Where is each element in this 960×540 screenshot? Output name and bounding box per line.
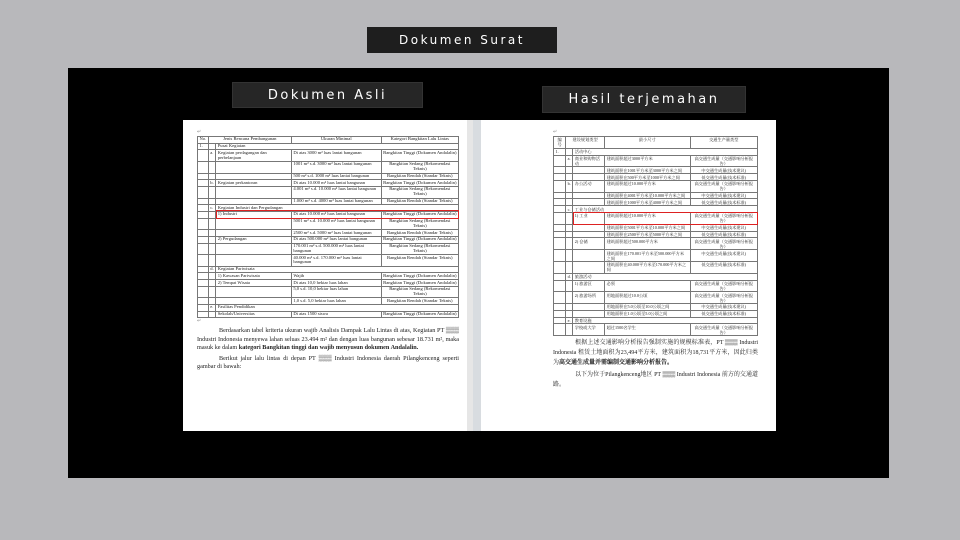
cell-j: Pusat Kegiatan [216, 143, 459, 150]
table-row [554, 224, 758, 231]
cell-u: 建筑面积在1001平方米至3000平方米之间 [605, 167, 690, 174]
cell-j: 商业和购物活动 [573, 155, 605, 167]
cell-s [208, 273, 215, 280]
cell-n [198, 298, 209, 305]
cell-n [198, 186, 209, 198]
cell-s [208, 230, 215, 237]
translation-result-label: Hasil terjemahan [542, 86, 746, 113]
table-row [554, 261, 758, 273]
cell-s [566, 304, 573, 311]
cell-k: 高交通生成量（交通影响分析报告） [690, 155, 757, 167]
cell-s [566, 261, 573, 273]
cell-j: Sekolah/Universitas [216, 311, 292, 318]
original-document-label: Dokumen Asli [232, 82, 423, 108]
cell-s: a. [208, 150, 215, 162]
cell-s [208, 236, 215, 243]
cell-n [554, 224, 566, 231]
section-row [554, 206, 758, 213]
paragraph-2: Berikut jalur lalu lintas di depan PT ▒▒▒ Industri Indonesia daerah Pilangkenceng seperti gambar di bawah: [197, 354, 459, 371]
cell-n [554, 192, 566, 199]
cell-u: Di atas 10,0 hektar luas lahan [291, 280, 381, 287]
cell-u: Di atas 3000 m² luas lantai bangunan [291, 150, 381, 162]
cell-s [208, 161, 215, 173]
table-row [554, 280, 758, 292]
cell-j: Fasilitas Pendidikan [216, 305, 459, 312]
cell-k: 低交通生成量(技术标准) [690, 231, 757, 238]
cell-k: 中交通生成量(技术建议) [690, 304, 757, 311]
table-row [198, 186, 459, 198]
paragraph-mark: ↵ [197, 319, 202, 325]
cell-j: 办公活动 [573, 180, 605, 192]
cell-s [566, 192, 573, 199]
cell-u: 1001 m² s.d. 3000 m² luas lantai bangunan [291, 161, 381, 173]
cell-j: 1) 旅游区 [573, 280, 605, 292]
cell-j [216, 161, 292, 173]
cell-k: 低交通生成量(技术标准) [690, 174, 757, 181]
cell-s [208, 243, 215, 255]
cell-n [198, 198, 209, 205]
cell-n [554, 250, 566, 262]
cell-u: 5,0 s.d. 10,0 hektar luas lahan [291, 286, 381, 298]
cell-u: Di atas 500.000 m² luas lantai bangunan [291, 236, 381, 243]
cell-k: Bangkitan Sedang (Rekomendasi Teknis) [381, 218, 458, 230]
cell-n [198, 266, 209, 273]
table-row [554, 292, 758, 304]
table-row [554, 324, 758, 336]
table-row [198, 198, 459, 205]
cell-n [554, 231, 566, 238]
cell-n [554, 199, 566, 206]
cell-k: 高交通生成量（交通影响分析报告） [690, 180, 757, 192]
cell-u: 建筑面积在40.000平方米至170.000平方米之间 [605, 261, 690, 273]
col-kategori: 交通生产量类型 [690, 137, 757, 149]
cell-j: 2) 仓储 [573, 238, 605, 250]
cell-s [566, 148, 573, 155]
cell-j [216, 243, 292, 255]
cell-s [566, 213, 573, 225]
cell-n [554, 261, 566, 273]
cell-n [554, 213, 566, 225]
cell-s [566, 174, 573, 181]
table-row [198, 286, 459, 298]
col-jenis: Jenis Rencana Pembangunan [208, 137, 291, 144]
cell-u: 建筑面积在1000平方米至4000平方米之间 [605, 199, 690, 206]
cell-n [554, 238, 566, 250]
cell-j [573, 304, 605, 311]
cell-s: e. [208, 305, 215, 312]
cell-u: 建筑面积在170.001平方米至500.000平方米之间 [605, 250, 690, 262]
cell-n [554, 317, 566, 324]
cell-u: 建筑面积超过500.000平方米 [605, 238, 690, 250]
cell-s [566, 167, 573, 174]
cell-j [573, 310, 605, 317]
cell-k: Bangkitan Tinggi (Dokumen Andalalin) [383, 211, 457, 217]
section-row [554, 148, 758, 155]
table-row [198, 218, 459, 230]
cell-k: Bangkitan Tinggi (Dokumen Andalalin) [383, 272, 457, 278]
cell-s [208, 280, 215, 287]
cell-n [198, 180, 209, 187]
cell-n [554, 324, 566, 336]
cell-k: 低交通生成量(技术标准) [690, 310, 757, 317]
table-row [198, 161, 459, 173]
table-row [198, 311, 459, 318]
cell-u: 用地面积在1.0公顷至5.0公顷之间 [605, 310, 690, 317]
cell-s: d. [210, 266, 214, 272]
original-document-image [183, 120, 473, 431]
cell-j: Kegiatan perkantoran [216, 180, 292, 187]
cell-k: Bangkitan Tinggi (Dokumen Andalalin) [381, 150, 458, 162]
table-row [198, 243, 459, 255]
cell-u: 建筑面积在4001平方米至10.000平方米之间 [605, 192, 690, 199]
cell-n [198, 243, 209, 255]
paragraph-1: Berdasarkan tabel kriteria ukuran wajib Analisis Dampak Lalu Lintas di atas, Kegiatan PT ▒▒▒ Industri Indonesia menyewa lahan seluas 23.494 m² dan dengan luas bangunan sebesar 18.731 m², maka masuk ke dalam kategori Bangkitan tinggi dan wajib menyusun dokumen Andalalin. [197, 327, 459, 352]
table-row [554, 199, 758, 206]
cell-k: 中交通生成量(技术建议) [690, 224, 757, 231]
cell-s [208, 311, 215, 318]
cell-u: 建筑面积在5001平方米至10.000平方米之间 [605, 224, 690, 231]
cell-j: Kegiatan Pariwisata [216, 266, 459, 273]
col-jenis: 建设规划类型 [566, 137, 605, 149]
cell-j [573, 167, 605, 174]
cell-s: c. [566, 206, 573, 213]
cell-n [198, 305, 209, 312]
cell-u: 4.001 m² s.d. 10.000 m² luas lantai bangunan [291, 186, 381, 198]
table-row [198, 273, 459, 280]
cell-u: 建筑面积超过10.000平方米 [605, 213, 690, 225]
cell-s [566, 310, 573, 317]
cell-u: 超过1500名学生 [605, 324, 690, 336]
cell-j: 2) Tempat Wisata [216, 280, 292, 287]
cell-j: 1) Kawasan Pariwisata [216, 273, 292, 280]
cell-s [566, 292, 573, 304]
cell-s [208, 211, 215, 218]
cell-s [566, 250, 573, 262]
table-row [554, 180, 758, 192]
cell-s: a. [566, 155, 573, 167]
cell-j: 1) Industri [216, 211, 292, 218]
table-row [554, 167, 758, 174]
cell-n [554, 304, 566, 311]
cell-j: 2) 旅游场所 [573, 292, 605, 304]
cell-s: b. [566, 180, 573, 192]
criteria-table-translated [553, 136, 758, 336]
table-row [198, 150, 459, 162]
cell-k: 低交通生成量(技术标准) [690, 261, 757, 273]
cell-s: e. [566, 317, 573, 324]
cell-j [573, 231, 605, 238]
cell-k: 中交通生成量(技术建议) [690, 250, 757, 262]
cell-n [554, 206, 566, 213]
cell-s: d. [567, 274, 571, 280]
cell-u: 170.001 m² s.d. 500.000 m² luas lantai bangunan [291, 243, 381, 255]
col-ukuran: 最小尺寸 [605, 137, 690, 149]
cell-j: 2) Pergudangan [216, 236, 292, 243]
cell-s [566, 199, 573, 206]
cell-k: Bangkitan Sedang (Rekomendasi Teknis) [381, 161, 458, 173]
cell-j: 旅游活动 [573, 273, 758, 280]
cell-k: 中交通生成量(技术建议) [690, 167, 757, 174]
cell-s [566, 324, 573, 336]
cell-k: Bangkitan Tinggi (Dokumen Andalalin) [383, 311, 457, 317]
cell-s: b. [210, 179, 214, 185]
cell-s [566, 231, 573, 238]
cell-s [208, 286, 215, 298]
cell-u: 必须 [605, 280, 690, 292]
col-ukuran: Ukuran Minimal [291, 137, 381, 144]
cell-k: Bangkitan Sedang (Rekomendasi Teknis) [381, 186, 458, 198]
page-gutter [473, 120, 481, 431]
cell-k: Bangkitan Rendah (Standar Teknis) [381, 255, 458, 267]
cell-j: 1) 工业 [573, 213, 605, 225]
cell-j [216, 255, 292, 267]
section-row [554, 273, 758, 280]
table-row [554, 310, 758, 317]
cell-n [554, 292, 566, 304]
cell-j [573, 174, 605, 181]
cell-s: c. [208, 205, 215, 212]
table-row [198, 173, 459, 180]
cell-u: 建筑面积在500平方米至1000平方米之间 [605, 174, 690, 181]
table-row [554, 213, 758, 225]
cell-u: 40.000 m² s.d. 170.000 m² luas lantai bangunan [291, 255, 381, 267]
cell-s [566, 238, 573, 250]
cell-k: Bangkitan Tinggi (Dokumen Andalalin) [383, 236, 457, 242]
paragraph-mark: ↵ [553, 130, 558, 135]
cell-k: Bangkitan Tinggi (Dokumen Andalalin) [383, 279, 457, 285]
cell-u: 1,0 s.d. 5,0 hektar luas lahan [291, 298, 381, 305]
cell-s [208, 198, 215, 205]
cell-k: 高交通生成量（交通影响分析报告） [690, 238, 757, 250]
section-row [198, 266, 459, 273]
criteria-table [197, 136, 459, 318]
cell-j: 学校或大学 [573, 324, 605, 336]
cell-j [216, 286, 292, 298]
cell-k: Bangkitan Sedang (Rekomendasi Teknis) [381, 286, 458, 298]
cell-j [216, 218, 292, 230]
table-row [554, 231, 758, 238]
cell-n [554, 155, 566, 167]
table-row [554, 250, 758, 262]
cell-u: Di atas 10.000 m² luas lantai bangunan [291, 180, 381, 187]
cell-n [198, 280, 209, 287]
cell-s [566, 280, 573, 292]
table-row [554, 238, 758, 250]
cell-u: 用地面积超过10.0公顷 [605, 292, 690, 304]
cell-u: 建筑面积超过10.000平方米 [605, 180, 690, 192]
cell-n [554, 273, 566, 280]
cell-j: 教育设施 [573, 317, 758, 324]
cell-n [198, 205, 209, 212]
cell-j [573, 261, 605, 273]
cell-n [198, 218, 209, 230]
cell-u: Di atas 1500 siswa [291, 311, 381, 318]
cell-n [554, 280, 566, 292]
col-no: No. [199, 136, 207, 142]
cell-j [216, 173, 292, 180]
cell-j [573, 192, 605, 199]
cell-s [208, 186, 215, 198]
cell-n: 1. [198, 143, 209, 150]
cell-u: 建筑面积在2500平方米至5000平方米之间 [605, 231, 690, 238]
cell-u: 1.000 m² s.d. 4000 m² luas lantai bangunan [291, 198, 381, 205]
table-row [554, 304, 758, 311]
cell-k: Bangkitan Rendah (Standar Teknis) [381, 298, 458, 305]
cell-n [198, 211, 209, 218]
cell-u: Wajib [291, 273, 381, 280]
cell-k: Bangkitan Rendah (Standar Teknis) [381, 173, 458, 180]
cell-n [198, 311, 209, 318]
table-row [554, 174, 758, 181]
cell-n [198, 273, 209, 280]
cell-j: Kegiatan Industri dan Pergudangan [216, 205, 459, 212]
cell-j [216, 186, 292, 198]
cell-k: Bangkitan Rendah (Standar Teknis) [381, 230, 458, 237]
cell-n [198, 161, 209, 173]
cell-n [198, 255, 209, 267]
paragraph-mark: ↵ [197, 130, 202, 135]
section-row [198, 143, 459, 150]
cell-k: Bangkitan Tinggi (Dokumen Andalalin) [383, 179, 457, 185]
cell-s [208, 255, 215, 267]
table-row [198, 255, 459, 267]
cell-j: Kegiatan perdagangan dan perbelanjaan [216, 150, 292, 162]
cell-k: 低交通生成量(技术标准) [690, 199, 757, 206]
cell-n [198, 150, 209, 162]
cell-k: 高交通生成量（交通影响分析报告） [690, 292, 757, 304]
table-row [554, 192, 758, 199]
cell-k: 高交通生成量（交通影响分析报告） [690, 280, 757, 292]
cell-j: 活动中心 [573, 148, 758, 155]
cell-k: 高交通生成量（交通影响分析报告） [690, 213, 757, 225]
cell-s [566, 224, 573, 231]
section-row [554, 317, 758, 324]
cell-u: 2500 m² s.d. 5000 m² luas lantai bangunan [291, 230, 381, 237]
cell-k: Bangkitan Rendah (Standar Teknis) [381, 198, 458, 205]
cell-k: 高交通生成量（交通影响分析报告） [690, 324, 757, 336]
cell-u: 用地面积在5.0公顷至10.0公顷之间 [605, 304, 690, 311]
cell-s [208, 218, 215, 230]
cell-j: 工业与仓储活动 [573, 206, 758, 213]
col-no: 编号 [554, 137, 566, 149]
col-kategori: Kategori Bangkitan Lalu Lintas [381, 137, 458, 144]
cell-j [573, 224, 605, 231]
cell-j [216, 198, 292, 205]
cell-s [208, 143, 215, 150]
cell-n [554, 167, 566, 174]
cell-n [198, 173, 209, 180]
table-row [554, 155, 758, 167]
cell-n: 1. [554, 148, 566, 155]
cell-s [208, 173, 215, 180]
cell-k: 中交通生成量(技术建议) [690, 192, 757, 199]
cell-n [554, 310, 566, 317]
cell-u: 5001 m² s.d. 10.000 m² luas lantai bangunan [291, 218, 381, 230]
cell-n [198, 236, 209, 243]
cell-n [554, 174, 566, 181]
cell-k: Bangkitan Sedang (Rekomendasi Teknis) [381, 243, 458, 255]
translated-document-image [473, 120, 776, 431]
cell-j [573, 199, 605, 206]
cell-u: Di atas 10.000 m² luas lantai bangunan [291, 211, 381, 218]
cell-n [554, 180, 566, 192]
cell-n [198, 230, 209, 237]
cell-n [198, 286, 209, 298]
slide-title: Dokumen Surat [367, 27, 557, 53]
paragraph-1: 根据上述交通影响分析报告强制实施的规模标准表，PT ▒▒▒ Industri Indonesia 租赁土地面积为23,494平方米，建筑面积为18,731平方米，因此归类为高交通生成量并需编制交通影响分析报告。 [553, 340, 758, 367]
cell-j [573, 250, 605, 262]
cell-u: 500 m² s.d. 1000 m² luas lantai bangunan [291, 173, 381, 180]
cell-u: 建筑面积超过3000平方米 [605, 155, 690, 167]
paragraph-2: 以下为位于Pilangkenceng地区 PT ▒▒▒ Industri Indonesia 前方的交通道路。 [553, 372, 758, 389]
